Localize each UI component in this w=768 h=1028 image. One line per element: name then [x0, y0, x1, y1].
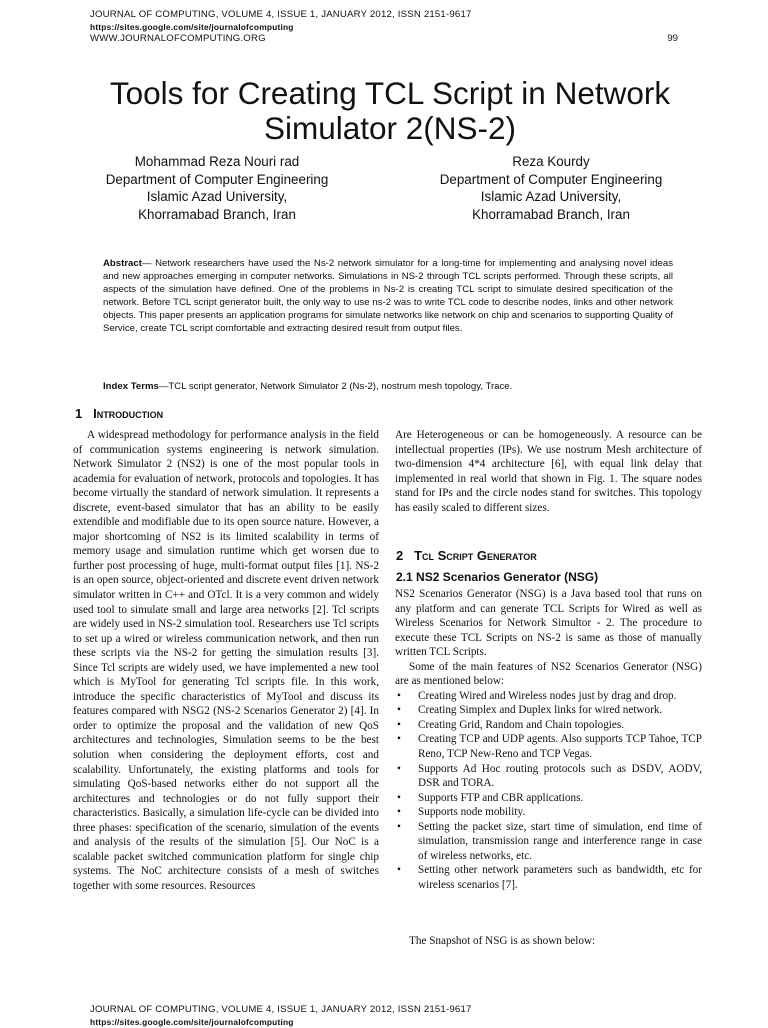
list-item: • Supports Ad Hoc routing protocols such as DSDV, AODV, DSR and TORA. — [397, 762, 702, 790]
header-url[interactable]: https://sites.google.com/site/journalofcomputing — [90, 22, 294, 32]
subsection-number: 2.1 — [396, 570, 413, 584]
author-name: Mohammad Reza Nouri rad — [134, 154, 300, 169]
bullet-icon: • — [397, 689, 401, 702]
subsection-title: NS2 Scenarios Generator (NSG) — [416, 570, 599, 584]
bullet-icon: • — [397, 762, 401, 775]
author-name: Reza Kourdy — [512, 154, 590, 169]
right-column-top — [395, 428, 702, 515]
author-university: Islamic Azad University, — [480, 189, 622, 205]
features-intro: Some of the main features of NS2 Scenarios Generator (NSG) are as mentioned below: — [395, 660, 702, 688]
intro-paragraph: A widespread methodology for performance analysis in the field of communication systems engineering is network simulation. Network Simulator 2 (NS2) is one of the most popular tools in academia for evaluation of network, protocols and topologies. It has become virtually the standard of network simulation. It represents a discrete, event-based simulator that has an ability to be easily extendible and modifiable due to its open source nature. However, a major shortcoming of NS2 is its limited scalability in terms of memory usage and simulation runtime which get worsen due to further post processing of huge, multi-format output files [1]. NS-2 is an open source, object-oriented and discrete event driven network simulator written in C++ and OTcl. It is a very common and widely used tool to simulate small and large area networks [2]. Tcl scripts are widely used in NS-2 simulation tool. Researchers use Tcl scripts to set up a wired or wireless communication network, and then run these scripts via the NS-2 for getting the simulation results [3]. Since Tcl scripts are widely used, we have implemented a new tool which is MyTool for generating Tcl scripts file. In this work, introduce the specific characteristics of MyTool and discuss its features compared with NSG2 (NS-2 Scenarios Generator 2) [4]. In order to optimize the proposal and the validation of new QoS architectures and technologies, Simulation seems to be the best solution when considering the deployment efforts, cost and scalability. Unfortunately, the existing platforms and tools for simulating QoS-based networks either do not support all the architectures and technologies or do not fully support their characteristics. Basically, a simulation life-cycle can be divided into three phases: specification of the scenario, simulation of the events and analysis of the results of the simulation [5]. Our NoC is a scalable packet switched communication platform for single chip systems. The NoC architecture consists of a mesh of switches together with some resources. Resources — [73, 429, 379, 892]
header-site: WWW.JOURNALOFCOMPUTING.ORG — [90, 33, 266, 44]
footer-journal-line: JOURNAL OF COMPUTING, VOLUME 4, ISSUE 1, JANUARY 2012, ISSN 2151-9617 — [90, 1004, 472, 1015]
feature-list — [395, 689, 702, 893]
section-2-heading — [396, 548, 537, 564]
section-number: 1 — [75, 406, 83, 421]
running-header — [90, 9, 472, 45]
intro-continuation: Are Heterogeneous or can be homogeneously. A resource can be intellectual properties (IPs). We use nostrum Mesh architecture of two-dimension 4*4 architecture [6], with equal link delay that implemented in real world that shown in Fig. 1. The square nodes stand for IPs and the circle nodes stand for switches. This topology has easily scaled to different sizes. — [395, 429, 702, 514]
index-terms-text: —TCL script generator, Network Simulator 2 (Ns-2), nostrum mesh topology, Trace. — [158, 381, 513, 392]
bullet-icon: • — [397, 718, 401, 731]
section-title: Tcl Script Generator — [414, 548, 537, 563]
abstract-label: Abstract — [103, 258, 142, 269]
index-terms-label: Index Terms — [103, 381, 159, 392]
snapshot-line: The Snapshot of NSG is as shown below: — [409, 935, 596, 947]
list-item: • Creating Wired and Wireless nodes just by drag and drop. — [397, 689, 677, 702]
author-branch: Khorramabad Branch, Iran — [472, 206, 630, 222]
paper-title: Tools for Creating TCL Script in Network Simulator 2(NS-2) — [109, 75, 671, 146]
bullet-icon: • — [397, 864, 401, 877]
list-item: • Setting other network parameters such as bandwidth, etc for wireless scenarios [7]. — [397, 864, 702, 891]
author-university: Islamic Azad University, — [146, 189, 288, 205]
bullet-icon: • — [397, 820, 401, 833]
bullet-icon: • — [397, 806, 401, 819]
list-item: • Supports node mobility. — [397, 806, 526, 819]
right-column-nsg — [395, 587, 702, 892]
list-item: • Supports FTP and CBR applications. — [397, 791, 584, 804]
section-1-heading — [75, 406, 163, 422]
header-journal-line: JOURNAL OF COMPUTING, VOLUME 4, ISSUE 1, JANUARY 2012, ISSN 2151-9617 — [90, 9, 472, 20]
section-title: Introduction — [93, 406, 164, 421]
author-block-1 — [57, 153, 377, 223]
abstract-dash: — — [141, 258, 152, 269]
author-branch: Khorramabad Branch, Iran — [138, 206, 296, 222]
list-item: • Creating Simplex and Duplex links for wired network. — [397, 704, 663, 717]
bullet-icon: • — [397, 791, 401, 804]
list-item: • Creating TCP and UDP agents. Also supports TCP Tahoe, TCP Reno, TCP New-Reno and TCP Vegas. — [397, 733, 702, 761]
left-column — [73, 428, 379, 894]
snapshot-caption-block — [395, 934, 702, 949]
author-department: Department of Computer Engineering — [439, 171, 663, 187]
abstract-text: Network researchers have used the Ns-2 network simulator for a long-time for implementing and analysing novel ideas and new approaches emerging in computer networks. Simulations in NS-2 through TCL scripts performed. Through these scripts, all aspects of the simulation have defined. One of the problems in Ns-2 is creating TCL script to simulate desired specification of the network. Before TCL script generator built, the only way to use ns-2 was to write TCL code to describe nodes, links and other network objects. This paper presents an application programs for simulate networks like network on chip and scenarios to supporting Quality of Service, create TCL script comfortable and extracting desired result from output files. — [103, 258, 673, 335]
author-department: Department of Computer Engineering — [105, 171, 329, 187]
abstract — [103, 257, 673, 336]
footer-url[interactable]: https://sites.google.com/site/journalofcomputing — [90, 1017, 294, 1027]
running-footer — [90, 1004, 472, 1028]
index-terms — [103, 380, 673, 393]
list-item: • Setting the packet size, start time of simulation, end time of simulation, transmission range and interference range in case of wireless networks, etc. — [397, 820, 702, 862]
page-number: 99 — [667, 33, 678, 44]
section-number: 2 — [396, 548, 404, 563]
subsection-2-1-heading — [396, 570, 598, 585]
list-item: • Creating Grid, Random and Chain topologies. — [397, 718, 625, 731]
author-block-2 — [391, 153, 711, 223]
bullet-icon: • — [397, 733, 401, 746]
nsg-intro-paragraph: NS2 Scenarios Generator (NSG) is a Java based tool that runs on any platform and can generate TCL Scripts for Wired as well as Wireless Scenarios for Network Simultor - 2. The procedure to execute these TCL Scripts on NS-2 is same as those of manually written TCL Scripts. — [395, 588, 702, 659]
bullet-icon: • — [397, 704, 401, 717]
